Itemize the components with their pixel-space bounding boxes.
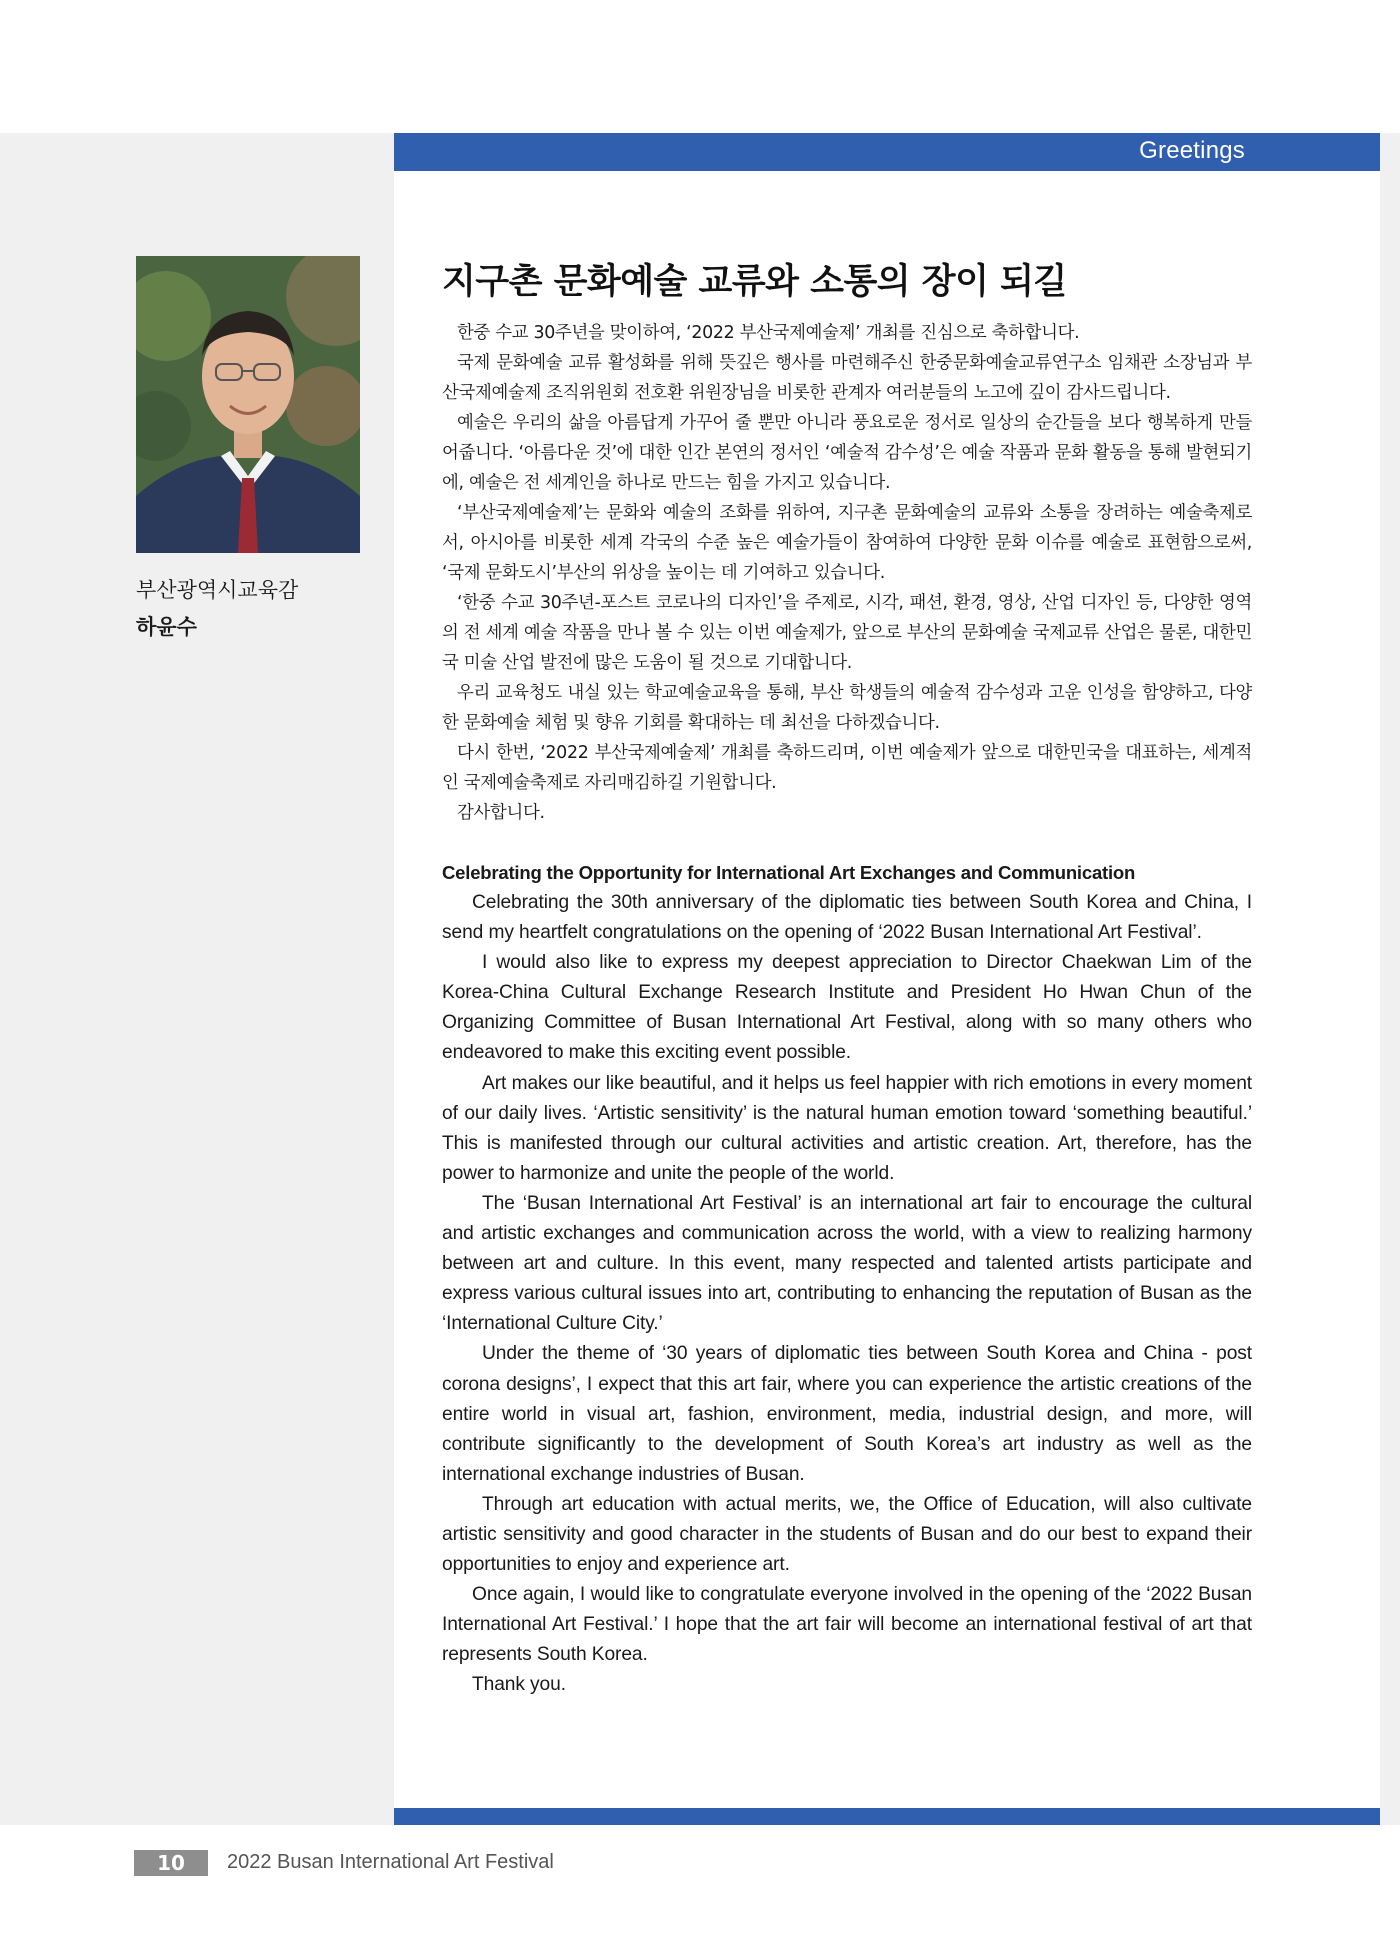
english-paragraph: Under the theme of ‘30 years of diplomatic ties between South Korea and China - post corona designs’, I expect that this art fair, where you can experience the artistic creations of the entire world in visual art, fashion, environment, media, industrial design, and more, will contribute significantly to the development of South Korea’s art industry as well as the international exchange industries of Busan. (442, 1343, 1252, 1485)
korean-paragraph: 다시 한번, ‘2022 부산국제예술제’ 개최를 축하드리며, 이번 예술제가 앞으로 대한민국을 대표하는, 세계적인 국제예술축제로 자리매김하길 기원합니다. (442, 743, 1252, 793)
section-footer-bar (394, 1808, 1380, 1825)
section-header-bar (394, 133, 1380, 171)
author-organization: 부산광역시교육감 (136, 578, 299, 602)
section-label: Greetings (1139, 137, 1245, 164)
section-spacer (442, 828, 1252, 858)
korean-paragraph: 감사합니다. (457, 803, 545, 823)
english-paragraph: Celebrating the 30th anniversary of the diplomatic ties between South Korea and China, I send my heartfelt congratulations on the opening of ‘2022 Busan International Art Festival’. (442, 892, 1252, 944)
korean-paragraph: 우리 교육청도 내실 있는 학교예술교육을 통해, 부산 학생들의 예술적 감수성과 고운 인성을 함양하고, 다양한 문화예술 체험 및 향유 기회를 확대하는 데 최선을 다하겠습니다. (442, 683, 1252, 733)
publication-title: 2022 Busan International Art Festival (227, 1851, 554, 1873)
korean-paragraph: 한중 수교 30주년을 맞이하여, ‘2022 부산국제예술제’ 개최를 진심으로 축하합니다. (457, 323, 1080, 343)
korean-paragraph: 국제 문화예술 교류 활성화를 위해 뜻깊은 행사를 마련해주신 한중문화예술교류연구소 임채관 소장님과 부산국제예술제 조직위원회 전호환 위원장님을 비롯한 관계자 여러분들의 노고에 깊이 감사드립니다. (442, 353, 1252, 403)
english-paragraph: I would also like to express my deepest appreciation to Director Chaekwan Lim of the Korea-China Cultural Exchange Research Institute and President Ho Hwan Chun of the Organizing Committee of Busan International Art Festival, along with so many others who endeavored to make this exciting event possible. (442, 952, 1252, 1064)
korean-title: 지구촌 문화예술 교류와 소통의 장이 되길 (442, 262, 1067, 302)
author-portrait (136, 256, 360, 553)
korean-paragraph: ‘부산국제예술제’는 문화와 예술의 조화를 위하여, 지구촌 문화예술의 교류와 소통을 장려하는 예술축제로서, 아시아를 비롯한 세계 각국의 수준 높은 예술가들이 참여하여 다양한 문화 이슈를 예술로 표현함으로써, ‘국제 문화도시’부산의 위상을 높이는 데 기여하고 있습니다. (442, 503, 1252, 583)
english-title: Celebrating the Opportunity for International Art Exchanges and Communication (442, 862, 1136, 883)
english-paragraph: Thank you. (472, 1674, 566, 1696)
english-paragraph: The ‘Busan International Art Festival’ is an international art fair to encourage the cultural and artistic exchanges and communication across the world, with a view to realizing harmony between art and culture. In this event, many respected and talented artists participate and express various cultural issues into art, contributing to enhancing the reputation of Busan as the ‘International Culture City.’ (442, 1192, 1252, 1335)
page-number: 10 (134, 1850, 208, 1876)
author-name: 하윤수 (136, 615, 197, 639)
english-paragraph: Once again, I would like to congratulate everyone involved in the opening of the ‘2022 Busan International Art Festival.’ I hope that the art fair will become an international festival of art that represents South Korea. (442, 1584, 1252, 1666)
korean-paragraph: ‘한중 수교 30주년-포스트 코로나의 디자인’을 주제로, 시각, 패션, 환경, 영상, 산업 디자인 등, 다양한 영역의 전 세계 예술 작품을 만나 볼 수 있는 이번 예술제가, 앞으로 부산의 문화예술 국제교류 산업은 물론, 대한민국 미술 산업 발전에 많은 도움이 될 것으로 기대합니다. (442, 593, 1252, 673)
english-text (442, 888, 1252, 1701)
korean-paragraph: 예술은 우리의 삶을 아름답게 가꾸어 줄 뿐만 아니라 풍요로운 정서로 일상의 순간들을 보다 행복하게 만들어줍니다. ‘아름다운 것’에 대한 인간 본연의 정서인 ‘예술적 감수성’은 예술 작품과 문화 활동을 통해 발현되기에, 예술은 전 세계인을 하나로 만드는 힘을 가지고 있습니다. (442, 413, 1252, 493)
portrait-image (136, 256, 360, 553)
korean-text (442, 318, 1252, 828)
english-paragraph: Art makes our like beautiful, and it helps us feel happier with rich emotions in every moment of our daily lives. ‘Artistic sensitivity’ is the natural human emotion toward ‘something beautiful.’ This is manifested through our cultural activities and artistic creation. Art, therefore, has the power to harmonize and unite the people of the world. (442, 1072, 1252, 1184)
article-body (442, 254, 1252, 1701)
english-paragraph: Through art education with actual merits, we, the Office of Education, will also cultivate artistic sensitivity and good character in the students of Busan and do our best to expand their opportunities to enjoy and experience art. (442, 1493, 1252, 1576)
